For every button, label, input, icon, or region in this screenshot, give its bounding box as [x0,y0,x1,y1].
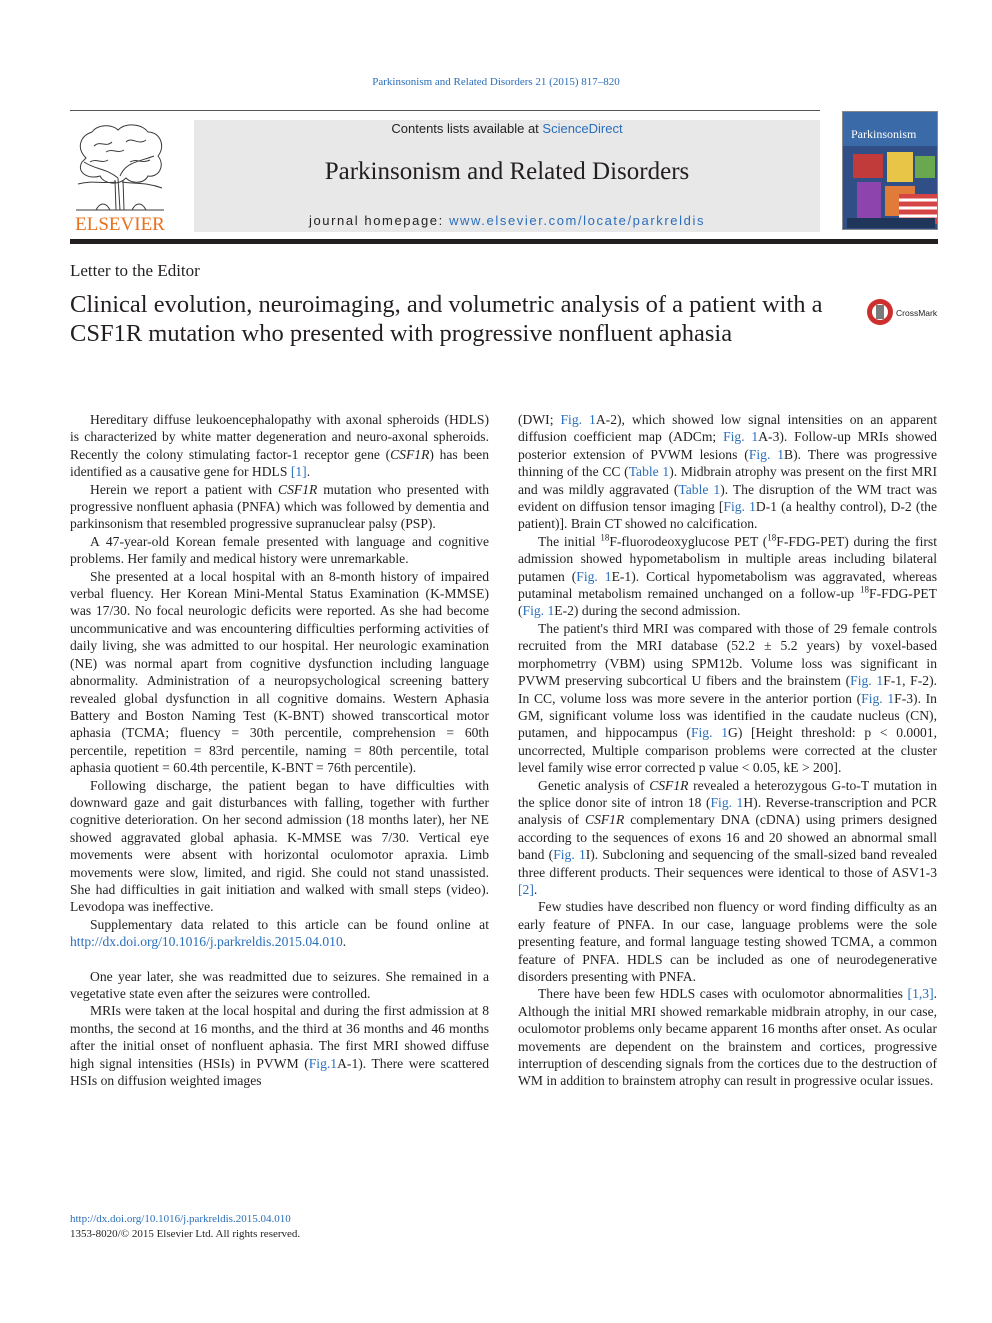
homepage-link[interactable]: www.elsevier.com/locate/parkreldis [449,213,706,228]
figure-link[interactable]: Fig. 1 [861,690,895,706]
table-link[interactable]: Table 1 [678,481,721,497]
paragraph: Genetic analysis of CSF1R revealed a heterozygous G-to-T mutation in the splice donor site of intron 18 (Fig. 1H). Reverse-transcription and PCR analysis of CSF1R complementary DNA (cDNA) using primers designed according to the sequences of exons 16 and 20 showed an abnormal small band (Fig. 1I). Subcloning and sequencing of the small-sized band revealed three different products. Their sequences were identical to those of ASV1-3 [2]. [518,777,937,897]
paragraph: Supplementary data related to this article can be found online at http://dx.doi.org/10.1016/j.parkreldis.2015.04.010. [70,916,489,950]
homepage-line: journal homepage: www.elsevier.com/locate/parkreldis [308,213,706,228]
sciencedirect-link[interactable]: ScienceDirect [542,121,623,136]
paragraph: A 47-year-old Korean female presented with language and cognitive problems. Her family and medical history were unremarkable. [70,533,489,567]
figure-link[interactable]: Fig. 1 [690,725,729,741]
figure-link[interactable]: Fig. 1 [850,673,884,689]
paragraph: (DWI; Fig. 1A-2), which showed low signal intensities on an apparent diffusion coefficient map (ADCm; Fig. 1A-3). Follow-up MRIs showed posterior extension of PVWM lesions (Fig. 1B). There was progressive thinning of the CC (Table 1). Midbrain atrophy was present on the first MRI and was mildly aggravated (Table 1). The disruption of the WM tract was evident on diffusion tensor imaging [Fig. 1D-1 (a healthy control), D-2 (the patient)]. Brain CT showed no calcification. [518,412,937,532]
crossmark-label: CrossMark [896,308,938,318]
figure-link[interactable]: Fig. 1 [576,568,612,584]
figure-link[interactable]: Fig. 1 [522,603,555,619]
footer-doi-link[interactable]: http://dx.doi.org/10.1016/j.parkreldis.2015.04.010 [70,1213,291,1225]
cover-art [843,112,938,230]
figure-link[interactable]: Fig. 1 [553,847,586,863]
paragraph-gap [70,951,489,968]
figure-link[interactable]: Fig. 1 [560,412,596,427]
figure-link[interactable]: Fig.1 [308,1055,338,1071]
ref-link[interactable]: [2] [518,881,534,897]
figure-link[interactable]: Fig. 1 [723,499,756,515]
supplementary-doi-link[interactable]: http://dx.doi.org/10.1016/j.parkreldis.2015.04.010 [70,934,343,950]
paragraph: The patient's third MRI was compared with those of 29 female controls recruited from the MRI database (52.2 ± 5.2 years) by voxel-based morphometrry (VBM) using SPM12b. Volume loss was significant in PVWM preserving subcortical U fibers and the brainstem (Fig. 1F-1, F-2). In CC, volume loss was more severe in the anterior portion (Fig. 1F-3). In GM, significant volume loss was identified in the caudate nucleus (CN), putamen, and hippocampus (Fig. 1G) [Height threshold: p < 0.0001, uncorrected, Multiple comparison problems were corrected at the cluster level family wise error corrected p value < 0.05, kE > 200]. [518,620,938,776]
journal-citation[interactable]: Parkinsonism and Related Disorders 21 (2015) 817–820 [372,76,620,88]
paragraph: She presented at a local hospital with an 8-month history of impaired verbal fluency. Her Korean Mini-Mental Status Examination (K-MMSE) was 17/30. No focal neurologic deficits were reported. As she had become uncommunicative and was encountering difficulties performing activities of daily living, she was admitted to our hospital. Her neurologic examination (NE) was normal apart from cognitive dysfunction including language abnormality. Administration of a neuropsychological screening battery revealed global dysfunction in all cognitive domains. Western Aphasia Battery and Boston Naming Test (K-BNT) showed transcortical motor aphasia (TCMA; fluency = 30th percentile, comprehension = 60th percentile, repetition = 83rd percentile, naming = 80th percentile, total aphasia quotient = 60.4th percentile, K-BNT = 76th percentile). [70,568,489,776]
figure-link[interactable]: Fig. 1 [748,446,785,462]
paragraph: Herein we report a patient with CSF1R mutation who presented with progressive nonfluent aphasia (PNFA) which was followed by dementia and parkinsonism that resembled progressive supranuclear palsy (PSP). [70,481,489,532]
footer [70,1212,300,1242]
article-section: Letter to the Editor [70,261,200,280]
table-link[interactable]: Table 1 [628,464,670,480]
journal-banner [194,120,820,232]
paragraph: Few studies have described non fluency or word finding difficulty as an early feature of PNFA. In our case, language problems were the sole presenting feature, and formal language testing showed TCMA, a common feature of PNFA. HDLS can be included as one of neurodegenerative disorders presenting with PNFA. [518,899,937,984]
elsevier-tree-logo [66,118,174,236]
journal-name: Parkinsonism and Related Disorders [324,158,690,185]
paragraph: Hereditary diffuse leukoencephalopathy with axonal spheroids (HDLS) is characterized by white matter degeneration and neuro-axonal spheroids. Recently the colony stimulating factor-1 receptor gene (CSF1R) has been identified as a causative gene for HDLS [1]. [70,412,489,480]
figure-link[interactable]: Fig. 1 [710,794,744,810]
journal-cover-thumbnail[interactable] [842,111,938,230]
paragraph: The initial $^{18}$F-fluorodeoxyglucose PET ($^{18}$F-FDG-PET) during the first admission showed hypometabolism in multiple areas including bilateral putamen (Fig. 1E-1). Cortical hypometabolism was aggravated, whereas putaminal metabolism remained unchanged on a follow-up $^{18}$F-FDG-PET (Fig. 1E-2) during the second admission. [518,532,937,619]
paragraph: MRIs were taken at the local hospital and during the first admission at 8 months, the second at 16 months, and the third at 36 months and 46 months after the initial onset of nonfluent aphasia. The first MRI showed diffuse high signal intensities (HSIs) in PVWM (Fig.1A-1). There were scattered HSIs on diffusion weighted images [70,1003,489,1089]
paragraph: One year later, she was readmitted due to seizures. She remained in a vegetative state even after the seizures were controlled. [70,968,489,1001]
article-title: Clinical evolution, neuroimaging, and volumetric analysis of a patient with a CSF1R mutation who presented with progressive nonfluent aphasia [70,291,823,347]
ref-link[interactable]: [1] [290,464,307,480]
paragraph: There have been few HDLS cases with oculomotor abnormalities [1,3]. Although the initial MRI showed remarkable midbrain atrophy, in our case, oculomotor problems only became apparent 16 months after onset. As ocular movements are dependent on the brainstem and cortices, progressive interruption of descending signals from the cortices due to the destruction of WM in addition to brainstem atrophy can result in progressive ocular issues. [518,986,937,1089]
cover-title: Parkinsonism [851,127,917,141]
header-thick-rule [70,239,938,244]
header-rule [70,110,820,111]
text-column-left [70,411,489,1089]
figure-link[interactable]: Fig. 1 [723,429,759,445]
crossmark-icon [866,297,940,327]
text-column-right [518,411,937,1090]
ref-link[interactable]: [1,3] [907,986,934,1002]
copyright: 1353-8020/© 2015 Elsevier Ltd. All rights reserved. [70,1228,301,1240]
crossmark-badge[interactable] [866,297,940,327]
contents-line: Contents lists available at ScienceDirect [391,121,623,136]
paragraph: Following discharge, the patient began to have difficulties with downward gaze and gait disturbances with falling, together with further cognitive deterioration. On her second admission (18 months later), her NE showed aggravated global aphasia. K-MMSE was 7/30. Vertical eye movements were absent with horizontal oculomotor apraxia. Limb movements were slow, limited, and rigid. She could not stand unassisted. She had difficulties in gait initiation and walked with small steps (video). Levodopa was ineffective. [70,777,489,915]
elsevier-wordmark: ELSEVIER [75,214,165,235]
